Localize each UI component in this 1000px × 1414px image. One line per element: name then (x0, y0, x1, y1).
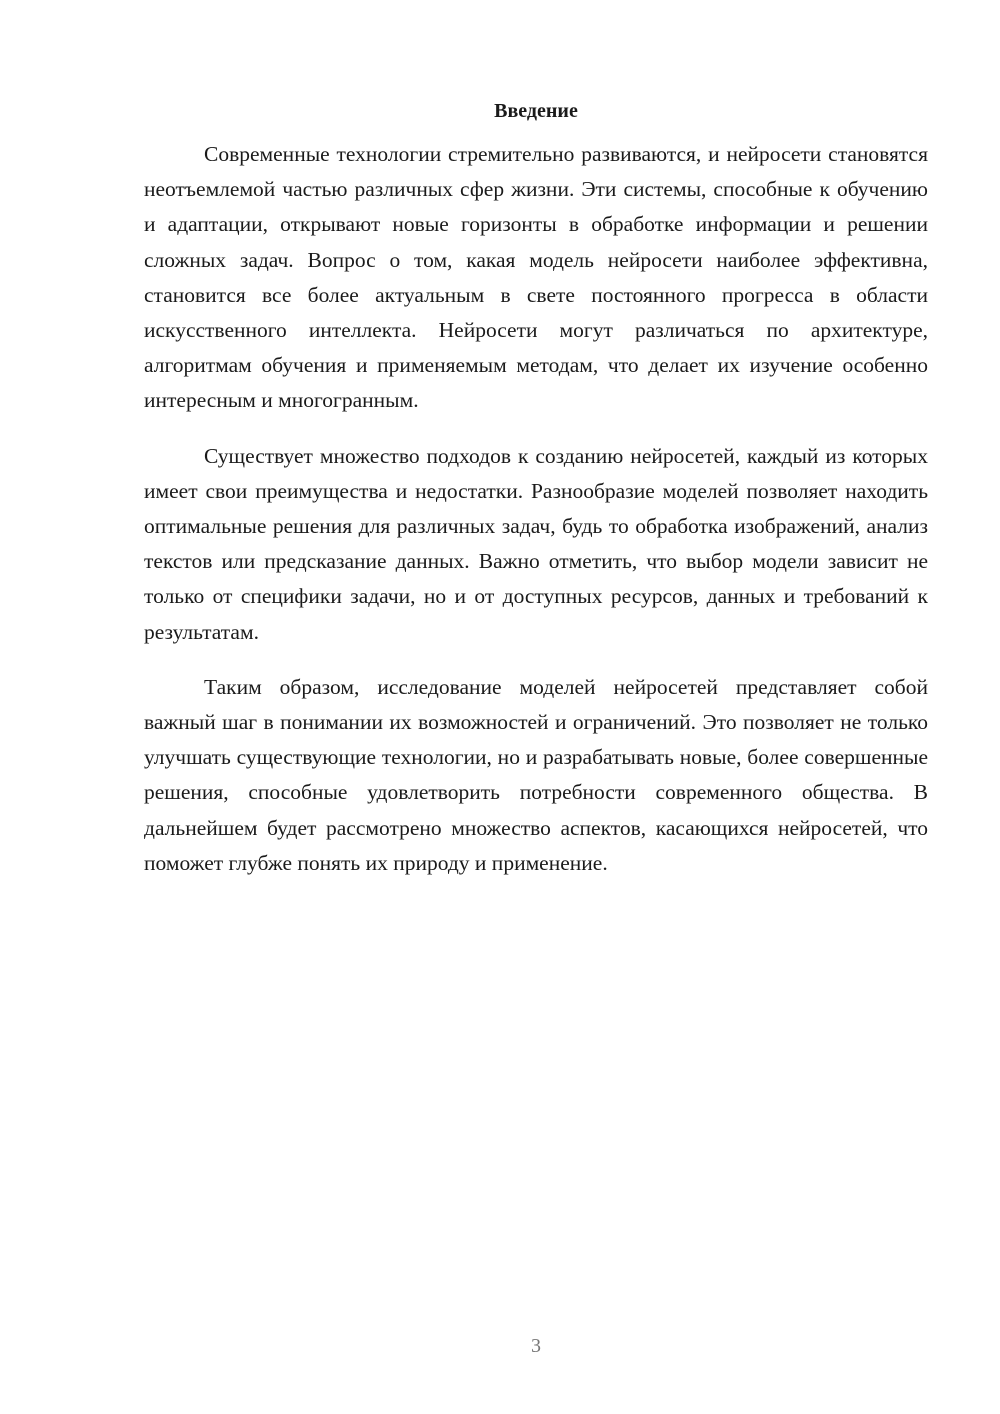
section-heading: Введение (494, 100, 578, 122)
paragraph-2: Существует множество подходов к созданию нейросетей, каждый из которых имеет свои преимущества и недостатки. Разнообразие моделей позволяет находить оптимальные решения для различных задач, будь то обработка изображений, анализ текстов или предсказание данных. Важно отметить, что выбор модели зависит не только от специфики задачи, но и от доступных ресурсов, данных и требований к результатам. (144, 443, 928, 644)
page-content (144, 96, 928, 881)
paragraph-3: Таким образом, исследование моделей нейросетей представляет собой важный шаг в понимании их возможностей и ограничений. Это позволяет не только улучшать существующие технологии, но и разрабатывать новые, более совершенные решения, способные удовлетворить потребности современного общества. В дальнейшем будет рассмотрено множество аспектов, касающихся нейросетей, что поможет глубже понять их природу и применение. (144, 674, 928, 875)
paragraph-1: Современные технологии стремительно развиваются, и нейросети становятся неотъемлемой частью различных сфер жизни. Эти системы, способные к обучению и адаптации, открывают новые горизонты в обработке информации и решении сложных задач. Вопрос о том, какая модель нейросети наиболее эффективна, становится все более актуальным в свете постоянного прогресса в области искусственного интеллекта. Нейросети могут различаться по архитектуре, алгоритмам обучения и применяемым методам, что делает их изучение особенно интересным и многогранным. (144, 142, 928, 413)
page-number: 3 (531, 1335, 541, 1357)
